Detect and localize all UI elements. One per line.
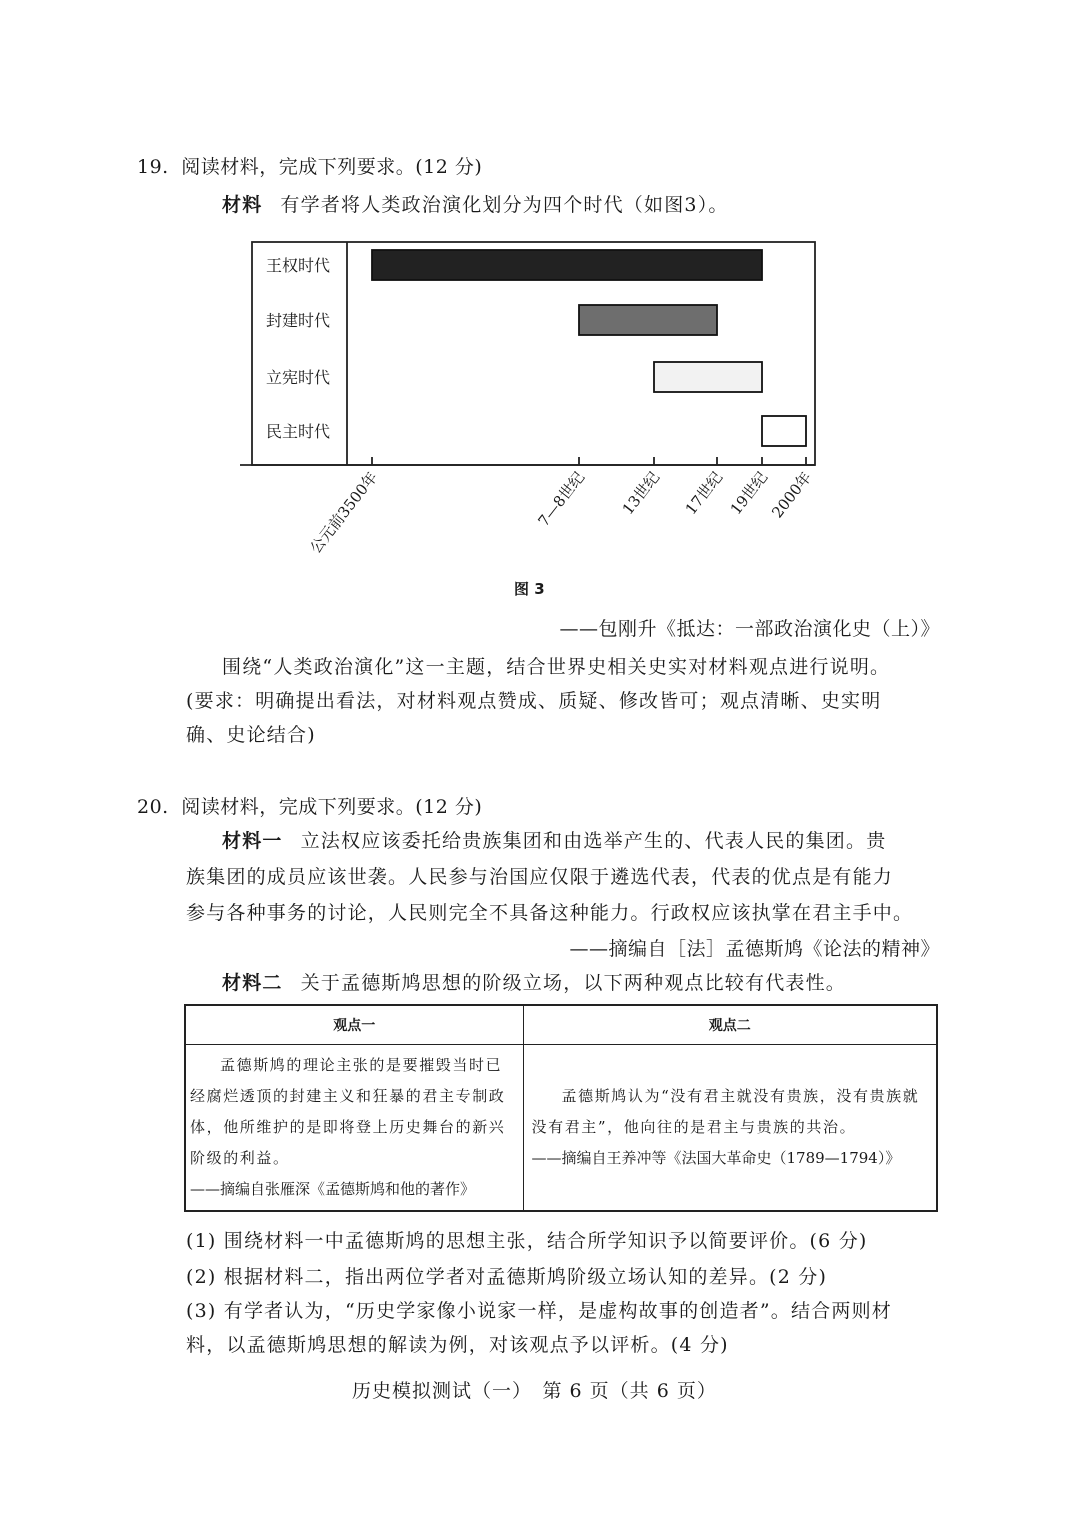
view-1-source: ——摘编自张雁深《孟德斯鸠和他的著作》 — [190, 1180, 476, 1198]
x-tick-label: 7—8世纪 — [534, 468, 589, 530]
view-2-text: 孟德斯鸠认为“没有君主就没有贵族，没有贵族就没有君主”，他向往的是君主与贵族的共治。 — [531, 1087, 920, 1136]
q20-material2-label: 材料二 — [222, 972, 283, 994]
q20-material1-line-1 — [222, 826, 886, 853]
x-tick-label: 17世纪 — [681, 468, 727, 519]
q20-material1-source: ——摘编自［法］孟德斯鸠《论法的精神》 — [569, 938, 940, 960]
q19-prompt-line-1: 围绕“人类政治演化”这一主题，结合世界史相关史实对材料观点进行说明。 — [222, 656, 891, 678]
q19-source: ——包刚升《抵达：一部政治演化史（上）》 — [559, 618, 940, 640]
q19-title: 阅读材料，完成下列要求。(12 分) — [181, 156, 483, 178]
category-label: 民主时代 — [265, 422, 331, 441]
q20-title: 阅读材料，完成下列要求。(12 分) — [181, 796, 483, 818]
q19-material-label: 材料 — [222, 194, 263, 216]
x-tick-label: 2000年 — [768, 468, 816, 522]
category-label: 立宪时代 — [265, 368, 331, 387]
view-2-header: 观点二 — [523, 1005, 937, 1045]
q20-header — [137, 792, 482, 819]
category-label: 王权时代 — [265, 256, 331, 275]
views-table-row — [185, 1045, 937, 1212]
x-tick-label: 公元前3500年 — [306, 468, 382, 557]
view-1-header: 观点一 — [185, 1005, 523, 1045]
view-1-text: 孟德斯鸠的理论主张的是要摧毁当时已经腐烂透顶的封建主义和狂暴的君主专制政体，他所维护的是即将登上历史舞台的新兴阶级的利益。 — [190, 1056, 506, 1167]
q20-material2-text: 关于孟德斯鸠思想的阶级立场，以下两种观点比较有代表性。 — [300, 972, 847, 994]
q20-question-3-line-1: (3) 有学者认为，“历史学家像小说家一样，是虚构故事的创造者”。结合两则材 — [186, 1300, 892, 1322]
q20-material1-text-1: 立法权应该委托给贵族集团和由选举产生的、代表人民的集团。贵 — [300, 830, 887, 852]
category-label: 封建时代 — [265, 311, 331, 330]
q20-material1-line-3: 参与各种事务的讨论，人民则完全不具备这种能力。行政权应该执掌在君主手中。 — [186, 902, 914, 924]
figure-3-chart — [240, 236, 820, 596]
q19-header — [137, 152, 482, 179]
era-bar — [654, 362, 762, 392]
q20-question-2: (2) 根据材料二，指出两位学者对孟德斯鸠阶级立场认知的差异。(2 分) — [186, 1266, 828, 1288]
q19-prompt-line-3: 确、史论结合) — [186, 724, 316, 746]
page-footer: 历史模拟测试（一） 第 6 页（共 6 页） — [352, 1380, 717, 1402]
era-bar — [372, 250, 762, 280]
x-tick-label: 19世纪 — [726, 468, 772, 519]
q20-question-1: (1) 围绕材料一中孟德斯鸠的思想主张，结合所学知识予以简要评价。(6 分) — [186, 1230, 868, 1252]
view-2-source: ——摘编自王养冲等《法国大革命史（1789—1794）》 — [531, 1149, 901, 1167]
q20-number: 20. — [137, 796, 169, 818]
q19-material — [222, 190, 729, 217]
figure-caption: 图 3 — [514, 580, 545, 598]
q20-question-3-line-2: 料，以孟德斯鸠思想的解读为例，对该观点予以评析。(4 分) — [186, 1334, 729, 1356]
era-bar — [762, 416, 806, 446]
views-table — [184, 1004, 938, 1212]
q20-material1-label: 材料一 — [222, 830, 283, 852]
q20-material2 — [222, 968, 846, 995]
x-tick-label: 13世纪 — [618, 468, 664, 519]
q19-prompt-line-2: (要求：明确提出看法，对材料观点赞成、质疑、修改皆可；观点清晰、史实明 — [186, 690, 882, 712]
views-table-header-row — [185, 1005, 937, 1045]
view-1-cell — [185, 1045, 523, 1212]
view-2-cell — [523, 1045, 937, 1212]
q20-material1-line-2: 族集团的成员应该世袭。人民参与治国应仅限于遴选代表，代表的优点是有能力 — [186, 866, 894, 888]
era-bar — [579, 305, 717, 335]
q19-number: 19. — [137, 156, 169, 178]
q19-material-text: 有学者将人类政治演化划分为四个时代（如图3）。 — [280, 194, 729, 216]
